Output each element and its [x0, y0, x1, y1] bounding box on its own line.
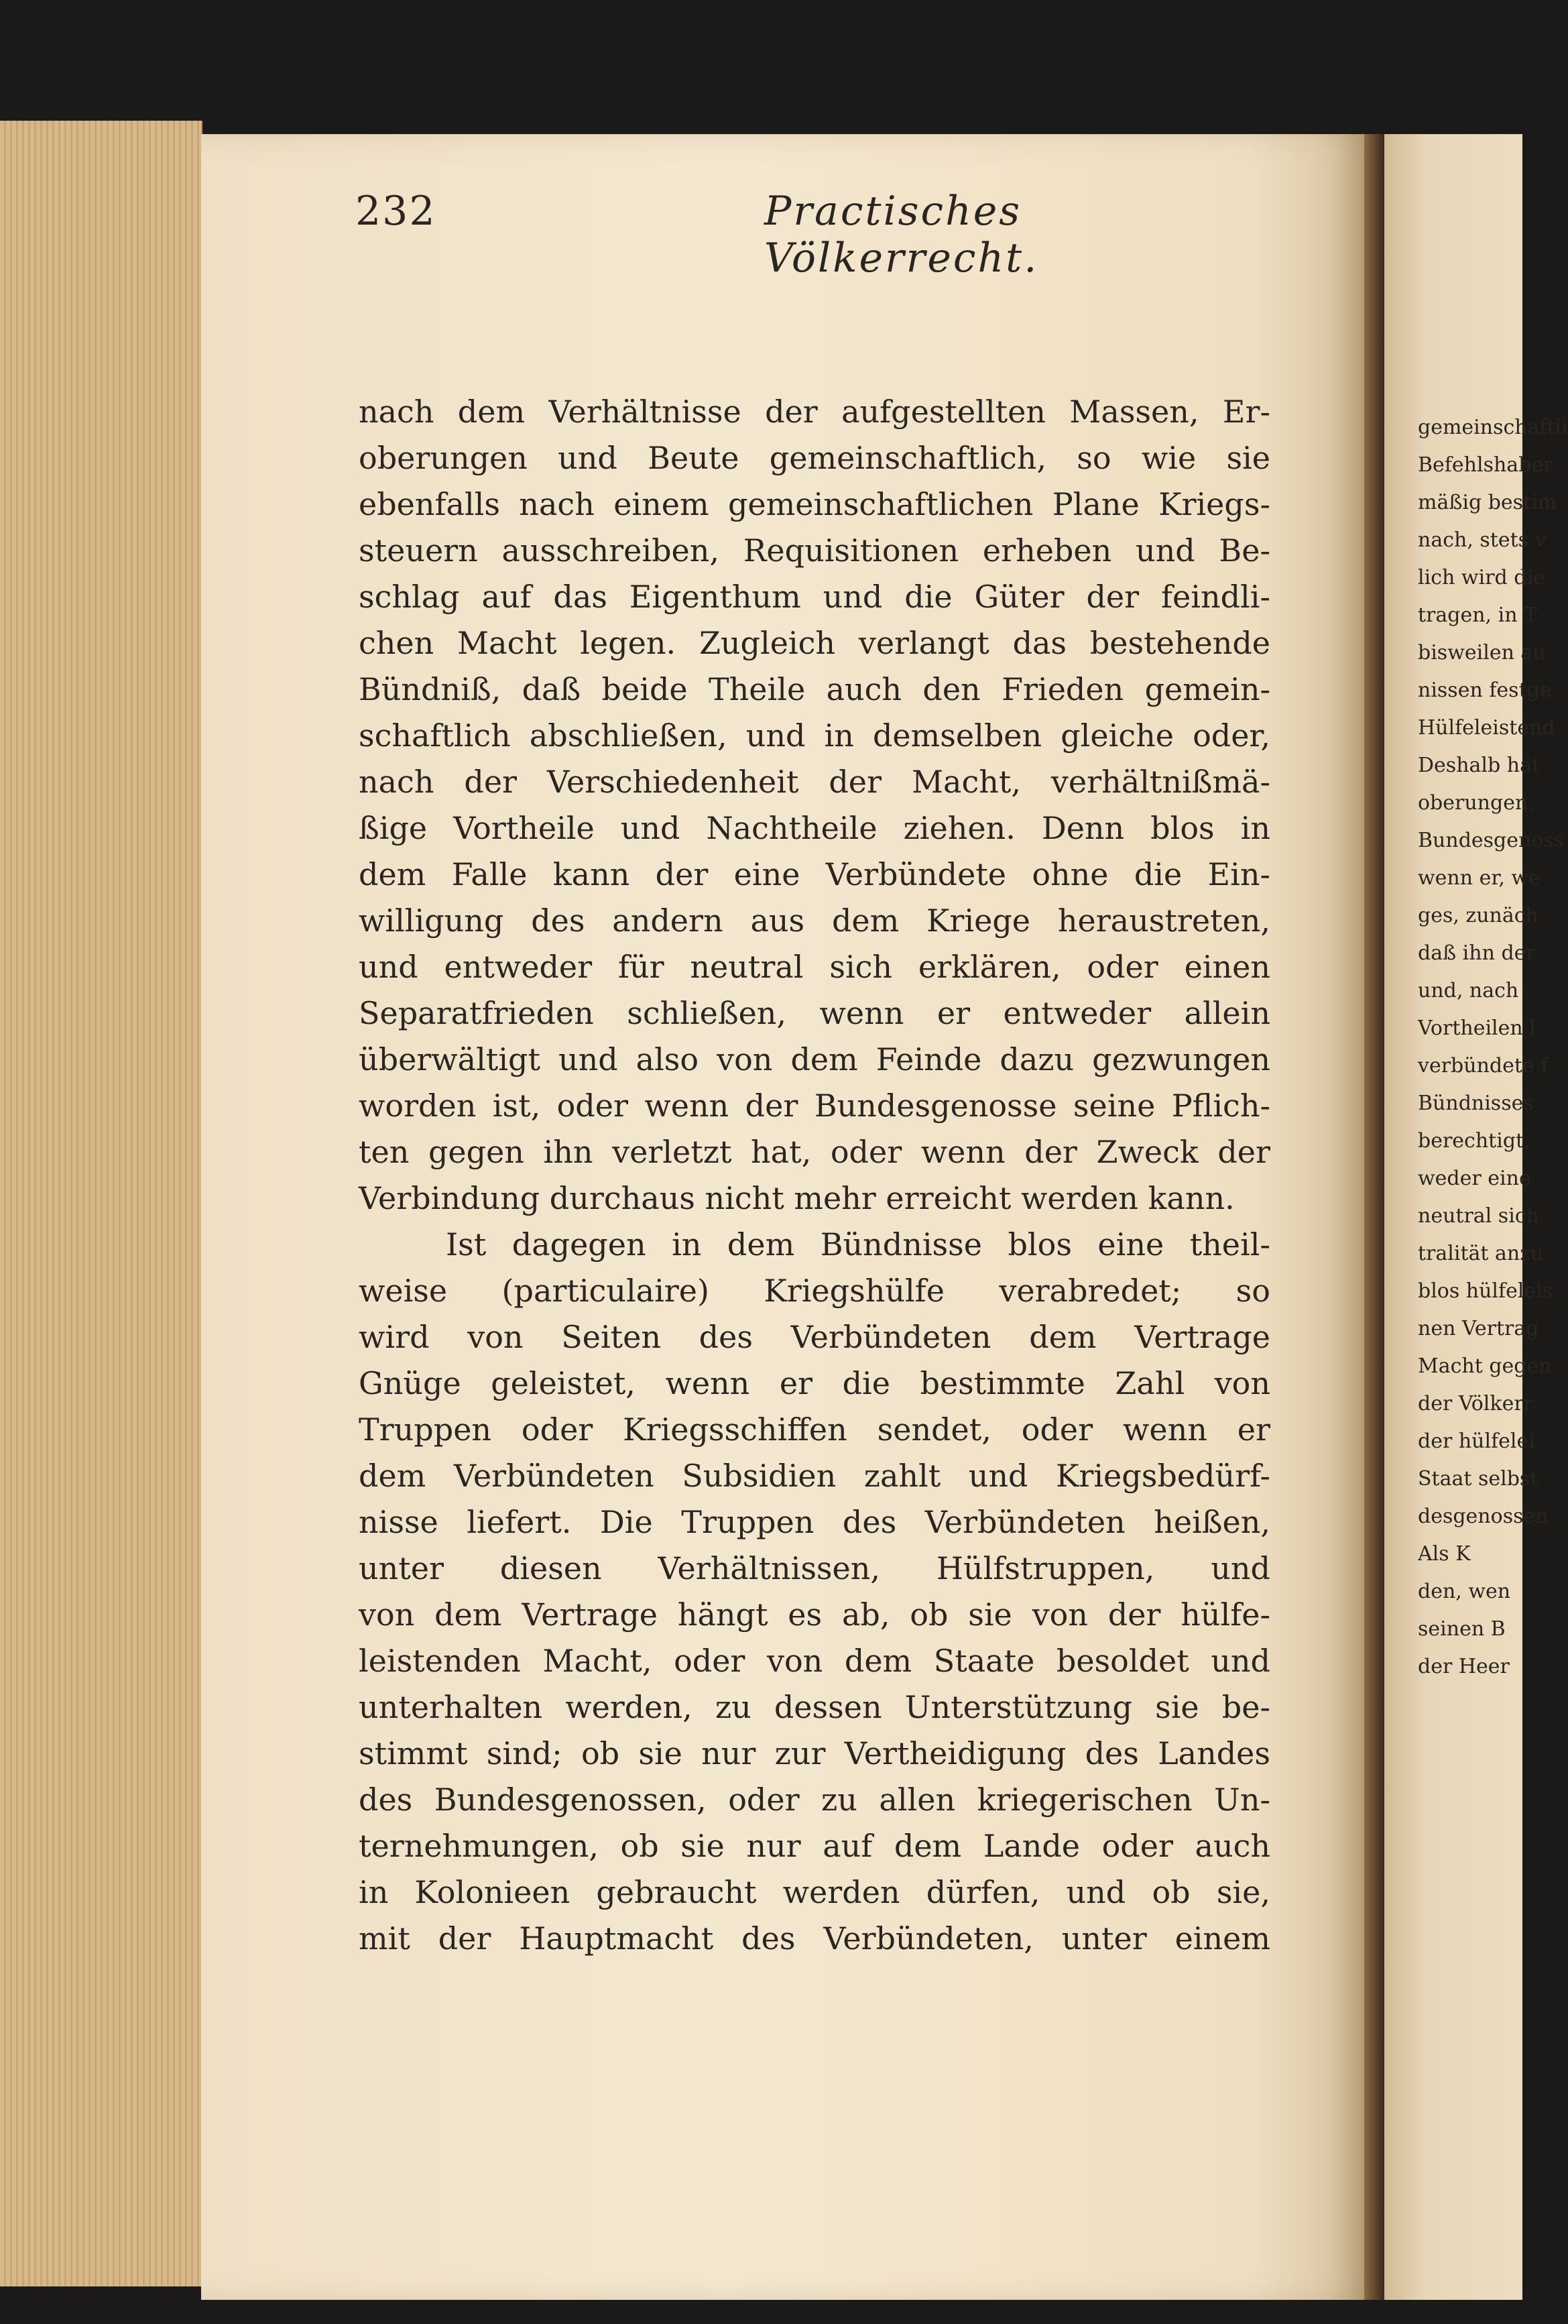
text-line: steuern ausschreiben, Requisitionen erheben und Be-: [359, 532, 1270, 569]
text-line: des Bundesgenossen, oder zu allen kriegerischen Un-: [359, 1782, 1270, 1818]
facing-page-line: ges, zunäch: [1418, 904, 1539, 927]
facing-page-line: oberungen.: [1418, 791, 1534, 815]
page-edges: [0, 121, 202, 2286]
facing-page-line: den, wen: [1418, 1580, 1511, 1603]
text-line: Ist dagegen in dem Bündnisse blos eine theil-: [446, 1226, 1270, 1263]
facing-page-line: nen Vertrag: [1418, 1317, 1539, 1340]
facing-page-line: tragen, in T: [1418, 603, 1538, 627]
text-line: unter diesen Verhältnissen, Hülfstruppen, und: [359, 1550, 1270, 1586]
facing-page-line: gemeinschaftli: [1418, 416, 1568, 439]
facing-page-line: der Heer: [1418, 1655, 1510, 1678]
facing-page-line: Staat selbst: [1418, 1467, 1539, 1491]
facing-page-line: der hülfelei: [1418, 1430, 1535, 1453]
facing-page-line: mäßig bestim: [1418, 491, 1557, 514]
text-line: Truppen oder Kriegsschiffen sendet, oder wenn er: [359, 1411, 1270, 1448]
text-line: unterhalten werden, zu dessen Unterstützung sie be-: [359, 1689, 1270, 1725]
text-line: nisse liefert. Die Truppen des Verbündeten heißen,: [359, 1504, 1270, 1540]
facing-page-line: Hülfeleistend: [1418, 716, 1555, 740]
facing-page-line: nissen festge: [1418, 679, 1552, 702]
text-line: ternehmungen, ob sie nur auf dem Lande oder auch: [359, 1828, 1270, 1864]
text-line: willigung des andern aus dem Kriege heraustreten,: [359, 903, 1270, 939]
facing-page-line: Deshalb hat: [1418, 754, 1541, 777]
text-line: dem Verbündeten Subsidien zahlt und Kriegsbedürf-: [359, 1458, 1270, 1494]
facing-page-line: wenn er, we: [1418, 866, 1541, 890]
facing-page-line: der Völkerr: [1418, 1392, 1534, 1415]
book-gutter: [1364, 134, 1384, 2300]
facing-page-line: verbündete f: [1418, 1054, 1549, 1078]
facing-page-line: Macht gegen: [1418, 1354, 1552, 1378]
text-line: schlag auf das Eigenthum und die Güter der feindli-: [359, 579, 1270, 615]
text-line: von dem Vertrage hängt es ab, ob sie von der hülfe-: [359, 1596, 1270, 1633]
facing-page-line: berechtigt,: [1418, 1129, 1530, 1153]
facing-page-line: tralität anzu: [1418, 1242, 1544, 1265]
text-line: worden ist, oder wenn der Bundesgenosse seine Pflich-: [359, 1088, 1270, 1124]
facing-page-line: bisweilen au: [1418, 641, 1546, 664]
facing-page-line: Bundesgenoss: [1418, 829, 1565, 852]
text-line: nach der Verschiedenheit der Macht, verhältnißmä-: [359, 764, 1270, 800]
text-line: mit der Hauptmacht des Verbündeten, unter einem: [359, 1920, 1270, 1957]
text-line: Verbindung durchaus nicht mehr erreicht werden kann.: [359, 1180, 1235, 1216]
facing-page-line: Bündnisses: [1418, 1092, 1534, 1115]
text-line: dem Falle kann der eine Verbündete ohne die Ein-: [359, 856, 1270, 892]
text-line: oberungen und Beute gemeinschaftlich, so wie sie: [359, 440, 1270, 476]
facing-page-line: Vortheilen l: [1418, 1016, 1536, 1040]
text-line: weise (particulaire) Kriegshülfe verabredet; so: [359, 1273, 1270, 1309]
text-line: ßige Vortheile und Nachtheile ziehen. Denn blos in: [359, 810, 1270, 846]
text-line: wird von Seiten des Verbündeten dem Vertrage: [359, 1319, 1270, 1355]
text-line: ebenfalls nach einem gemeinschaftlichen Plane Kriegs-: [359, 486, 1270, 522]
text-line: ten gegen ihn verletzt hat, oder wenn der Zweck der: [359, 1134, 1270, 1170]
facing-page-line: Befehlshaber: [1418, 453, 1553, 477]
text-line: chen Macht legen. Zugleich verlangt das bestehende: [359, 625, 1270, 661]
facing-page-line: lich wird die: [1418, 566, 1545, 589]
text-line: in Kolonieen gebraucht werden dürfen, und ob sie,: [359, 1874, 1270, 1910]
facing-page-line: weder eine: [1418, 1167, 1531, 1190]
facing-page-line: desgenossen: [1418, 1505, 1549, 1528]
body-text: [359, 389, 1270, 1962]
facing-page-line: blos hülfeleis: [1418, 1279, 1553, 1303]
page-header: [154, 188, 1274, 282]
facing-page-line: nach, stets v: [1418, 528, 1547, 552]
facing-page-line: daß ihn der: [1418, 941, 1536, 965]
text-line: überwältigt und also von dem Feinde dazu gezwungen: [359, 1041, 1270, 1078]
facing-page-line: seinen B: [1418, 1617, 1506, 1641]
text-line: schaftlich abschließen, und in demselben gleiche oder,: [359, 717, 1270, 754]
text-line: und entweder für neutral sich erklären, oder einen: [359, 949, 1270, 985]
facing-page-line: neutral sich: [1418, 1204, 1539, 1228]
text-line: Gnüge geleistet, wenn er die bestimmte Zahl von: [359, 1365, 1270, 1401]
text-line: stimmt sind; ob sie nur zur Vertheidigung des Landes: [359, 1735, 1270, 1771]
text-line: leistenden Macht, oder von dem Staate besoldet und: [359, 1643, 1270, 1679]
facing-page-line: und, nach: [1418, 979, 1519, 1002]
facing-page-line: Als K: [1418, 1542, 1471, 1566]
text-line: nach dem Verhältnisse der aufgestellten Massen, Er-: [359, 394, 1270, 430]
page-number: 232: [355, 188, 436, 235]
facing-page-text: [1418, 409, 1568, 1686]
text-line: Separatfrieden schließen, wenn er entweder allein: [359, 995, 1270, 1031]
text-line: Bündniß, daß beide Theile auch den Frieden gemein-: [359, 671, 1270, 707]
running-title: Practisches Völkerrecht.: [764, 188, 1039, 282]
